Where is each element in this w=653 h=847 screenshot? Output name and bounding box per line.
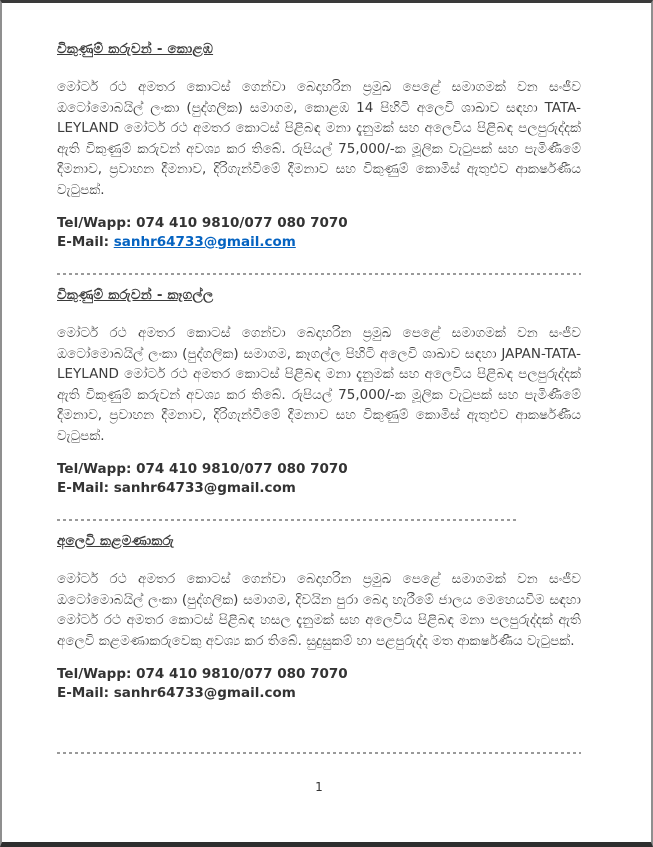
dashed-separator (57, 273, 581, 275)
section-heading: විකුණුම් කරුවන් - කෑගල්ල (57, 287, 214, 303)
section-body: මෝටර් රථ අමතර කොටස් ගෙන්වා බෙදාහරින ප්‍රමුඛ පෙළේ සමාගමක් වන සංජීව ඔටෝමොබයිල් ලංකා (පුද්ගලික) සමාගම, දිවයින පුරා බෙදා හැරීමේ ජාලය මෙහෙයවීම සඳහා මෝටර් රථ අමතර කොටස් පිළිබඳ හසල දැනුමක් සහ අලෙවිය පිළිබඳ මනා පලපුරුද්දක් ඇති අලෙවි කළමණාකරුවෙකු අවශ්‍ය කර තිබේ. සුදුසුකම් හා පළපුරුද්ද මත ආකර්ෂණීය වැටුපක්. (57, 571, 581, 649)
tel-value: 074 410 9810/077 080 7070 (136, 215, 348, 231)
job-section-sales-manager (57, 533, 581, 754)
tel-value: 074 410 9810/077 080 7070 (136, 666, 348, 682)
job-section-colombo (57, 41, 581, 275)
email-text: sanhr64733@gmail.com (113, 479, 296, 496)
tel-line (57, 214, 581, 233)
tel-label: Tel/Wapp: (57, 666, 132, 682)
tel-label: Tel/Wapp: (57, 461, 132, 477)
section-body: මෝටර් රථ අමතර කොටස් ගෙන්වා බෙදාහරින ප්‍රමුඛ පෙළේ සමාගමක් වන සංජීව ඔටෝමොබයිල් ලංකා (පුද්ගලික) සමාගම, කොළඹ 14 පිහිටි අලෙවි ශාඛාව සඳහා TATA-LEYLAND මෝටර් රථ අමතර කොටස් පිළිබඳ මනා දැනුමක් සහ අලෙවිය පිළිබඳ පලපුරුද්දක් ඇති විකුණුම් කරුවන් අවශ්‍ය කර තිබේ. රුපියල් 75,000/-ක මූලික වැටුපක් සහ පැමිණීමේ දීමනාව, ප්‍රවාහන දීමනාව, දිරිගැන්වීමේ දීමනාව සහ විකුණුම් කොමිස් ඇතුළුව ආකර්ෂණීය වැටුපක්. (57, 79, 581, 198)
email-line (57, 684, 581, 703)
email-label: E-Mail: (57, 233, 110, 250)
job-section-kegalle (57, 287, 581, 521)
email-text: sanhr64733@gmail.com (113, 684, 296, 701)
email-label: E-Mail: (57, 479, 110, 496)
section-body: මෝටර් රථ අමතර කොටස් ගෙන්වා බෙදාහරින ප්‍රමුඛ පෙළේ සමාගමක් වන සංජීව ඔටෝමොබයිල් ලංකා (පුද්ගලික) සමාගම, කෑගල්ල පිහිටි අලෙවි ශාඛාව සඳහා JAPAN-TATA-LEYLAND මෝටර් රථ අමතර කොටස් පිළිබඳ මනා දැනුමක් සහ අලෙවිය පිළිබඳ පලපුරුද්දක් ඇති විකුණුම් කරුවන් අවශ්‍ය කර තිබේ. රුපියල් 75,000/-ක මූලික වැටුපක් සහ පැමිණීමේ දීමනාව, ප්‍රවාහන දීමනාව, දිරිගැන්වීමේ දීමනාව සහ විකුණුම් කොමිස් ඇතුළුව ආකර්ෂණීය වැටුපක්. (57, 325, 581, 444)
dashed-separator (57, 752, 581, 754)
section-heading: විකුණුම් කරුවන් - කොළඹ (57, 41, 214, 57)
tel-line (57, 665, 581, 684)
tel-line (57, 460, 581, 479)
email-line (57, 233, 581, 252)
section-heading: අලෙවි කළමණාකරු (57, 533, 175, 549)
page-number: 1 (315, 780, 323, 794)
tel-label: Tel/Wapp: (57, 215, 132, 231)
email-link[interactable]: sanhr64733@gmail.com (113, 233, 296, 250)
tel-value: 074 410 9810/077 080 7070 (136, 461, 348, 477)
email-label: E-Mail: (57, 684, 110, 701)
dashed-separator (57, 519, 518, 521)
email-line (57, 479, 581, 498)
